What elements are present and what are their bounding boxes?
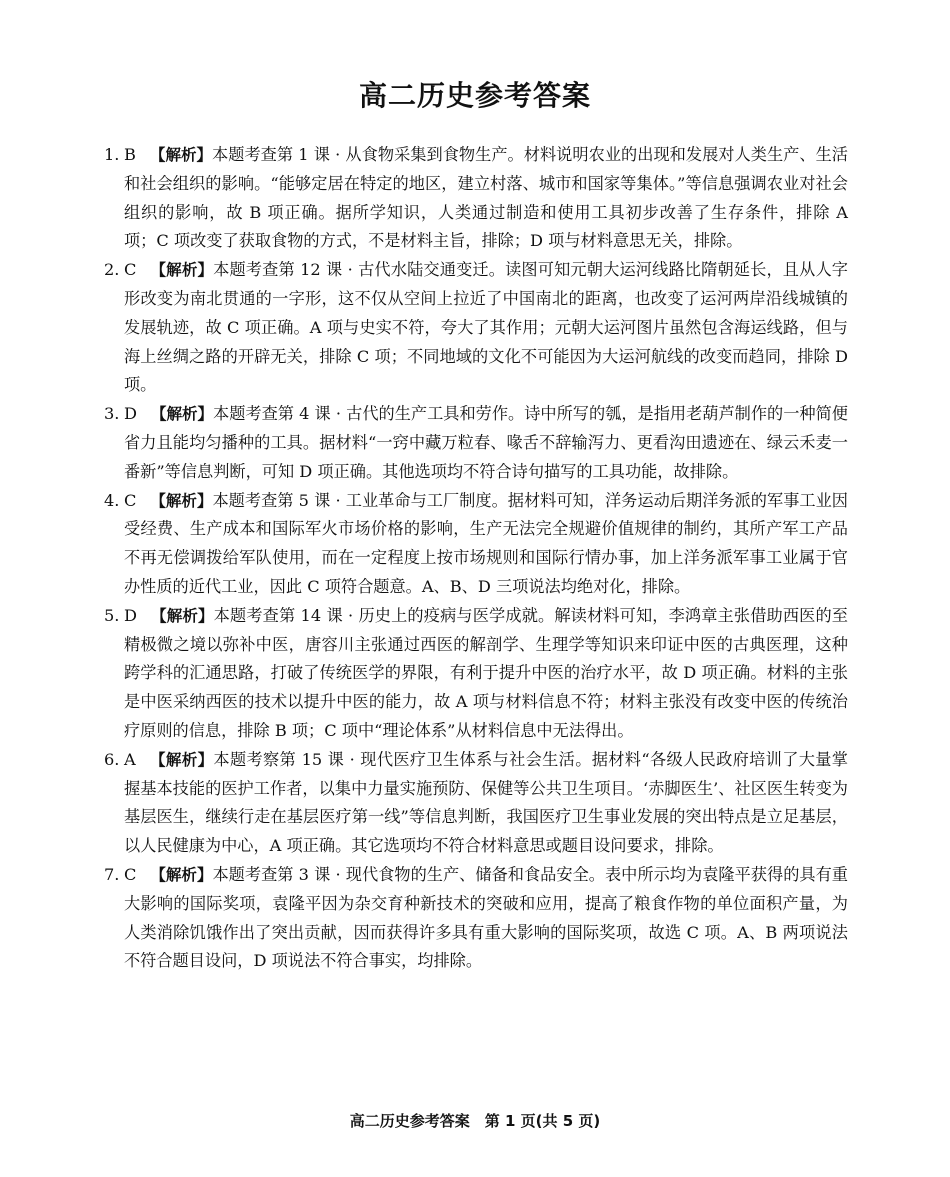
analysis-tag: 【解析】 xyxy=(150,606,214,625)
question-number: 3. xyxy=(104,404,120,424)
question-number: 2. xyxy=(104,260,120,280)
analysis-tag: 【解析】 xyxy=(149,750,214,769)
analysis-text: 本题考查第 4 课 · 古代的生产工具和劳作。诗中所写的瓠，是指用老葫芦制作的一种简便省力且能均匀播种的工具。据材料“一窍中藏万粒春、喙舌不辞输泻力、更看沟田遗迹在、绿云禾麦一番新”等信息判断，可知 D 项正确。其他选项均不符合诗句描写的工具功能，故排除。 xyxy=(124,404,848,481)
analysis-tag: 【解析】 xyxy=(149,146,213,164)
answer-letter: B xyxy=(124,145,136,164)
answer-letter: C xyxy=(124,490,137,510)
answer-item xyxy=(104,746,848,861)
answer-item xyxy=(104,256,848,400)
analysis-tag: 【解析】 xyxy=(150,405,213,424)
analysis-text: 本题考查第 5 课 · 工业革命与工厂制度。据材料可知，洋务运动后期洋务派的军事工业因受经费、生产成本和国际军火市场价格的影响，生产无法完全规避价值规律的制约，其所产军工产品不再无偿调拨给军队使用，而在一定程度上按市场规则和国际行情办事，加上洋务派军事工业属于官办性质的近代工业，因此 C 项符合题意。A、B、D 三项说法均绝对化，排除。 xyxy=(124,490,848,596)
answer-item xyxy=(104,602,848,746)
answer-letter: C xyxy=(124,864,137,884)
answer-item xyxy=(104,487,848,602)
answer-letter: A xyxy=(124,749,136,769)
answer-item xyxy=(104,400,848,486)
analysis-text: 本题考察第 15 课 · 现代医疗卫生体系与社会生活。据材料“各级人民政府培训了大量掌握基本技能的医护工作者，以集中力量实施预防、保健等公共卫生项目。‘赤脚医生’、社区医生转变为基层医生，继续行走在基层医疗第一线”等信息判断，我国医疗卫生事业发展的突出特点是立足基层，以人民健康为中心，A 项正确。其它选项均不符合材料意思或题目设问要求，排除。 xyxy=(124,749,848,856)
answer-item xyxy=(104,141,848,256)
question-number: 6. xyxy=(104,749,120,769)
analysis-text: 本题考查第 1 课 · 从食物采集到食物生产。材料说明农业的出现和发展对人类生产、生活和社会组织的影响。“能够定居在特定的地区，建立村落、城市和国家等集体。”等信息强调农业对社会组织的影响，故 B 项正确。据所学知识，人类通过制造和使用工具初步改善了生存条件，排除 A 项；C 项改变了获取食物的方式，不是材料主旨，排除；D 项与材料意思无关，排除。 xyxy=(124,145,848,251)
analysis-tag: 【解析】 xyxy=(150,865,213,884)
question-number: 5. xyxy=(104,605,120,625)
analysis-text: 本题考查第 14 课 · 历史上的疫病与医学成就。解读材料可知，李鸿章主张借助西医的至精极微之境以弥补中医，唐容川主张通过西医的解剖学、生理学等知识来印证中医的古典医理，这种跨学科的汇通思路，打破了传统医学的界限，有利于提升中医的治疗水平，故 D 项正确。材料的主张是中医采纳西医的技术以提升中医的能力，故 A 项与材料信息不符；材料主张没有改变中医的传统治疗原则的信息，排除 B 项；C 项中“理论体系”从材料信息中无法得出。 xyxy=(124,605,848,740)
question-number: 4. xyxy=(104,490,120,510)
answer-item xyxy=(104,861,848,976)
analysis-tag: 【解析】 xyxy=(150,261,214,280)
analysis-text: 本题考查第 3 课 · 现代食物的生产、储备和食品安全。表中所示均为袁隆平获得的具有重大影响的国际奖项，袁隆平因为杂交育种新技术的突破和应用，提高了粮食作物的单位面积产量，为人类消除饥饿作出了突出贡献，因而获得许多具有重大影响的国际奖项，故选 C 项。A、B 两项说法不符合题目设问，D 项说法不符合事实，均排除。 xyxy=(124,864,848,971)
answer-letter: C xyxy=(124,260,137,280)
question-number: 1. xyxy=(104,145,120,164)
answer-letter: D xyxy=(124,605,137,625)
answer-letter: D xyxy=(124,404,137,424)
analysis-tag: 【解析】 xyxy=(150,491,213,510)
page-title: 高二历史参考答案 xyxy=(358,79,591,112)
question-number: 7. xyxy=(104,864,120,884)
page-footer: 高二历史参考答案 第 1 页(共 5 页) xyxy=(349,1112,601,1130)
answer-list xyxy=(104,141,848,976)
analysis-text: 本题考查第 12 课 · 古代水陆交通变迁。读图可知元朝大运河线路比隋朝延长，且从人字形改变为南北贯通的一字形，这不仅从空间上拉近了中国南北的距离，也改变了运河两岸沿线城镇的发展轨迹，故 C 项正确。A 项与史实不符，夸大了其作用；元朝大运河图片虽然包含海运线路，但与海上丝绸之路的开辟无关，排除 C 项；不同地域的文化不可能因为大运河航线的改变而趋同，排除 D 项。 xyxy=(124,260,848,395)
